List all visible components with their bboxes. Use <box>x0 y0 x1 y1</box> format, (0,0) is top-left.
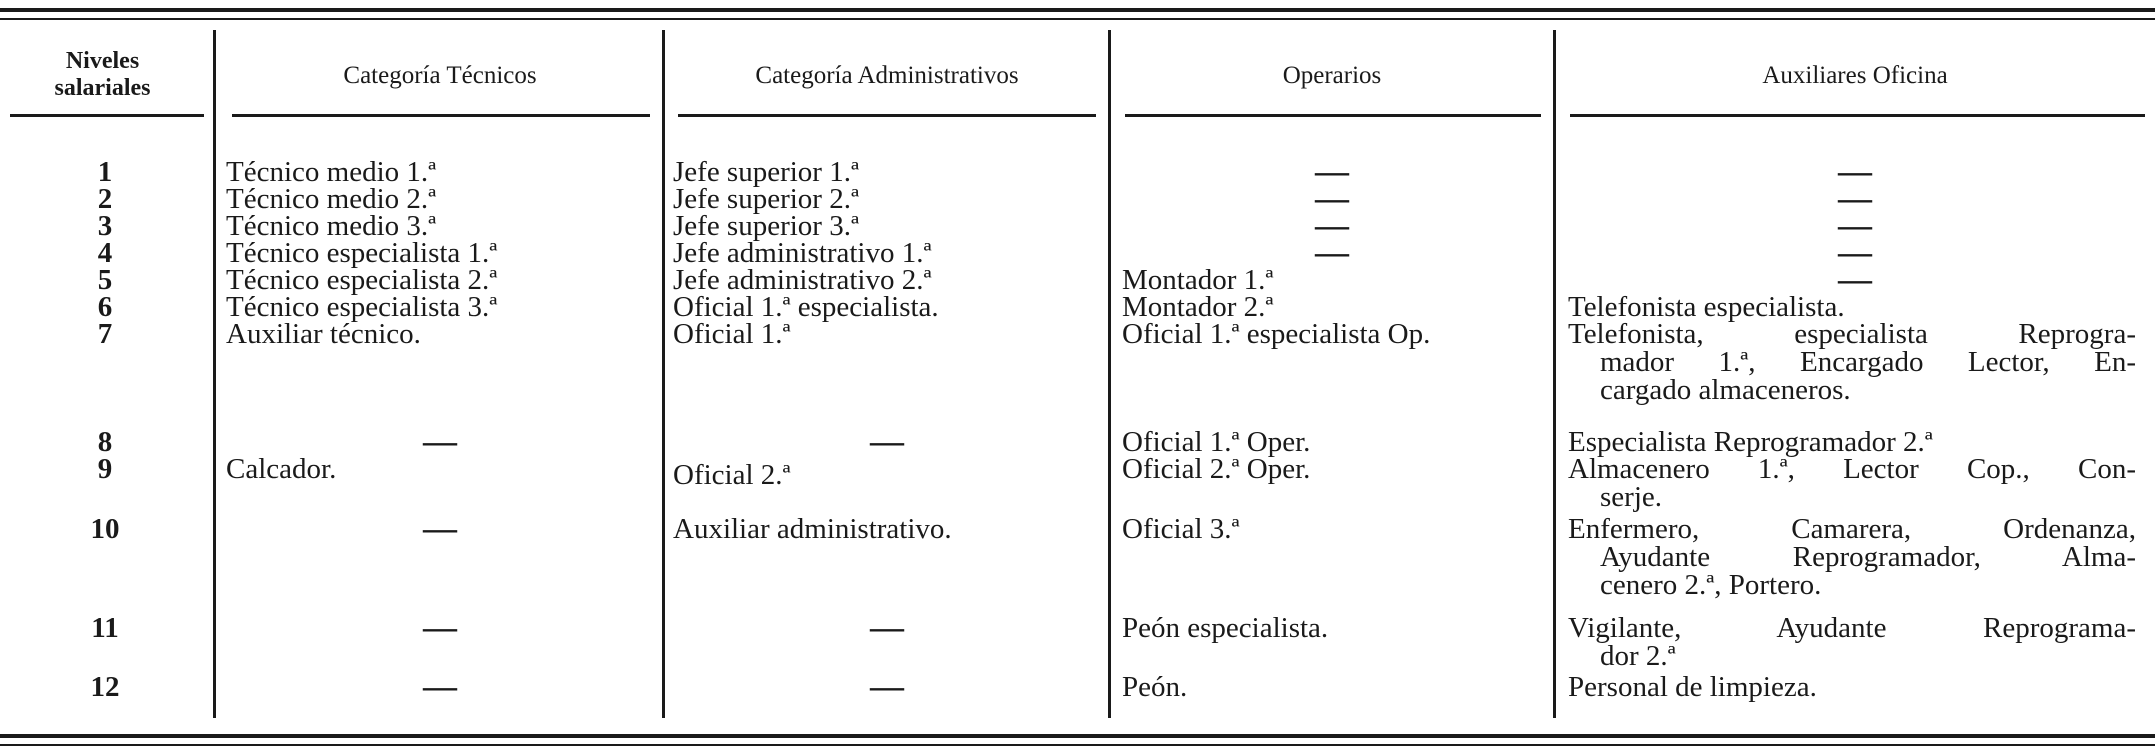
level-number: 4 <box>97 237 113 269</box>
operarios-cell: — <box>1315 234 1349 271</box>
auxiliares-cell: Personal de limpieza. <box>1568 671 1817 703</box>
column-separator <box>662 30 665 718</box>
level-number: 1 <box>97 156 113 188</box>
operarios-cell: Oficial 2.ª Oper. <box>1122 453 1311 485</box>
level-number: 5 <box>97 264 113 296</box>
level-number: 11 <box>91 612 119 644</box>
tecnicos-cell: Técnico especialista 1.ª <box>226 237 498 269</box>
auxiliares-line: dor 2.ª <box>1600 640 1676 672</box>
header-underline <box>10 114 204 117</box>
administrativos-cell: — <box>870 423 904 460</box>
administrativos-cell: Jefe superior 3.ª <box>673 210 859 242</box>
level-number: 3 <box>97 210 113 242</box>
auxiliares-line: Vigilante, Ayudante Reprograma- <box>1568 612 2136 644</box>
tecnicos-cell: Técnico especialista 2.ª <box>226 264 498 296</box>
operarios-cell: Peón especialista. <box>1122 612 1329 644</box>
tecnicos-cell: Técnico especialista 3.ª <box>226 291 498 323</box>
auxiliares-cell <box>1568 455 2136 511</box>
header-underline <box>678 114 1096 117</box>
operarios-cell: Oficial 3.ª <box>1122 513 1240 545</box>
auxiliares-line: cargado almaceneros. <box>1600 374 1851 406</box>
tecnicos-cell: — <box>423 510 457 547</box>
auxiliares-cell: — <box>1838 153 1872 190</box>
tecnicos-cell: Auxiliar técnico. <box>226 318 421 350</box>
tecnicos-cell: Técnico medio 2.ª <box>226 183 437 215</box>
top-rule-thick <box>0 8 2155 12</box>
auxiliares-cell: — <box>1838 261 1872 298</box>
administrativos-cell: Jefe administrativo 2.ª <box>673 264 932 296</box>
administrativos-cell: — <box>870 609 904 646</box>
auxiliares-line: serje. <box>1600 481 1662 513</box>
operarios-cell: — <box>1315 153 1349 190</box>
operarios-cell: Peón. <box>1122 671 1188 703</box>
header-underline <box>1570 114 2145 117</box>
administrativos-cell: Oficial 2.ª <box>673 459 791 491</box>
auxiliares-cell: Telefonista especialista. <box>1568 291 1845 323</box>
administrativos-cell: Jefe superior 1.ª <box>673 156 859 188</box>
level-number: 7 <box>97 318 113 350</box>
column-separator <box>213 30 216 718</box>
auxiliares-cell <box>1568 320 2136 404</box>
header-underline <box>1125 114 1541 117</box>
tecnicos-cell: Técnico medio 3.ª <box>226 210 437 242</box>
header-operarios: Operarios <box>1282 61 1382 89</box>
auxiliares-cell: — <box>1838 180 1872 217</box>
auxiliares-line: mador 1.ª, Encargado Lector, En- <box>1600 346 2136 378</box>
column-separator <box>1553 30 1556 718</box>
operarios-cell: Montador 2.ª <box>1122 291 1274 323</box>
auxiliares-cell <box>1568 515 2136 599</box>
administrativos-cell: Auxiliar administrativo. <box>673 513 952 545</box>
bottom-rule-thin <box>0 744 2155 746</box>
administrativos-cell: Jefe administrativo 1.ª <box>673 237 932 269</box>
tecnicos-cell: — <box>423 423 457 460</box>
tecnicos-cell: Técnico medio 1.ª <box>226 156 437 188</box>
administrativos-cell: — <box>870 668 904 705</box>
header-categoria-administrativos: Categoría Administrativos <box>755 61 1019 89</box>
auxiliares-cell <box>1568 614 2136 670</box>
tecnicos-cell: Calcador. <box>226 453 337 485</box>
level-number: 9 <box>97 453 113 485</box>
operarios-cell: Montador 1.ª <box>1122 264 1274 296</box>
operarios-cell: Oficial 1.ª Oper. <box>1122 426 1311 458</box>
tecnicos-cell: — <box>423 668 457 705</box>
auxiliares-cell: — <box>1838 207 1872 244</box>
bottom-rule-thick <box>0 734 2155 738</box>
administrativos-cell: Oficial 1.ª <box>673 318 791 350</box>
operarios-cell: Oficial 1.ª especialista Op. <box>1122 318 1431 350</box>
auxiliares-line: Ayudante Reprogramador, Alma- <box>1600 541 2136 573</box>
column-separator <box>1108 30 1111 718</box>
auxiliares-line: Enfermero, Camarera, Ordenanza, <box>1568 513 2136 545</box>
tecnicos-cell: — <box>423 609 457 646</box>
administrativos-cell: Oficial 1.ª especialista. <box>673 291 939 323</box>
auxiliares-line: Almacenero 1.ª, Lector Cop., Con- <box>1568 453 2136 485</box>
header-levels-line2: salariales <box>54 75 151 101</box>
auxiliares-cell: Especialista Reprogramador 2.ª <box>1568 426 1933 458</box>
header-categoria-tecnicos: Categoría Técnicos <box>343 61 537 89</box>
auxiliares-line: cenero 2.ª, Portero. <box>1600 569 1822 601</box>
header-underline <box>232 114 650 117</box>
level-number: 2 <box>97 183 113 215</box>
level-number: 10 <box>90 513 120 545</box>
level-number: 8 <box>97 426 113 458</box>
top-rule-thin <box>0 18 2155 20</box>
administrativos-cell: Jefe superior 2.ª <box>673 183 859 215</box>
auxiliares-cell: — <box>1838 234 1872 271</box>
operarios-cell: — <box>1315 207 1349 244</box>
header-auxiliares-oficina: Auxiliares Oficina <box>1762 61 1948 89</box>
level-number: 6 <box>97 291 113 323</box>
header-levels-line1: Niveles <box>65 48 140 74</box>
level-number: 12 <box>90 671 120 703</box>
header-niveles-salariales <box>0 30 205 120</box>
operarios-cell: — <box>1315 180 1349 217</box>
auxiliares-line: Telefonista, especialista Reprogra- <box>1568 318 2136 350</box>
